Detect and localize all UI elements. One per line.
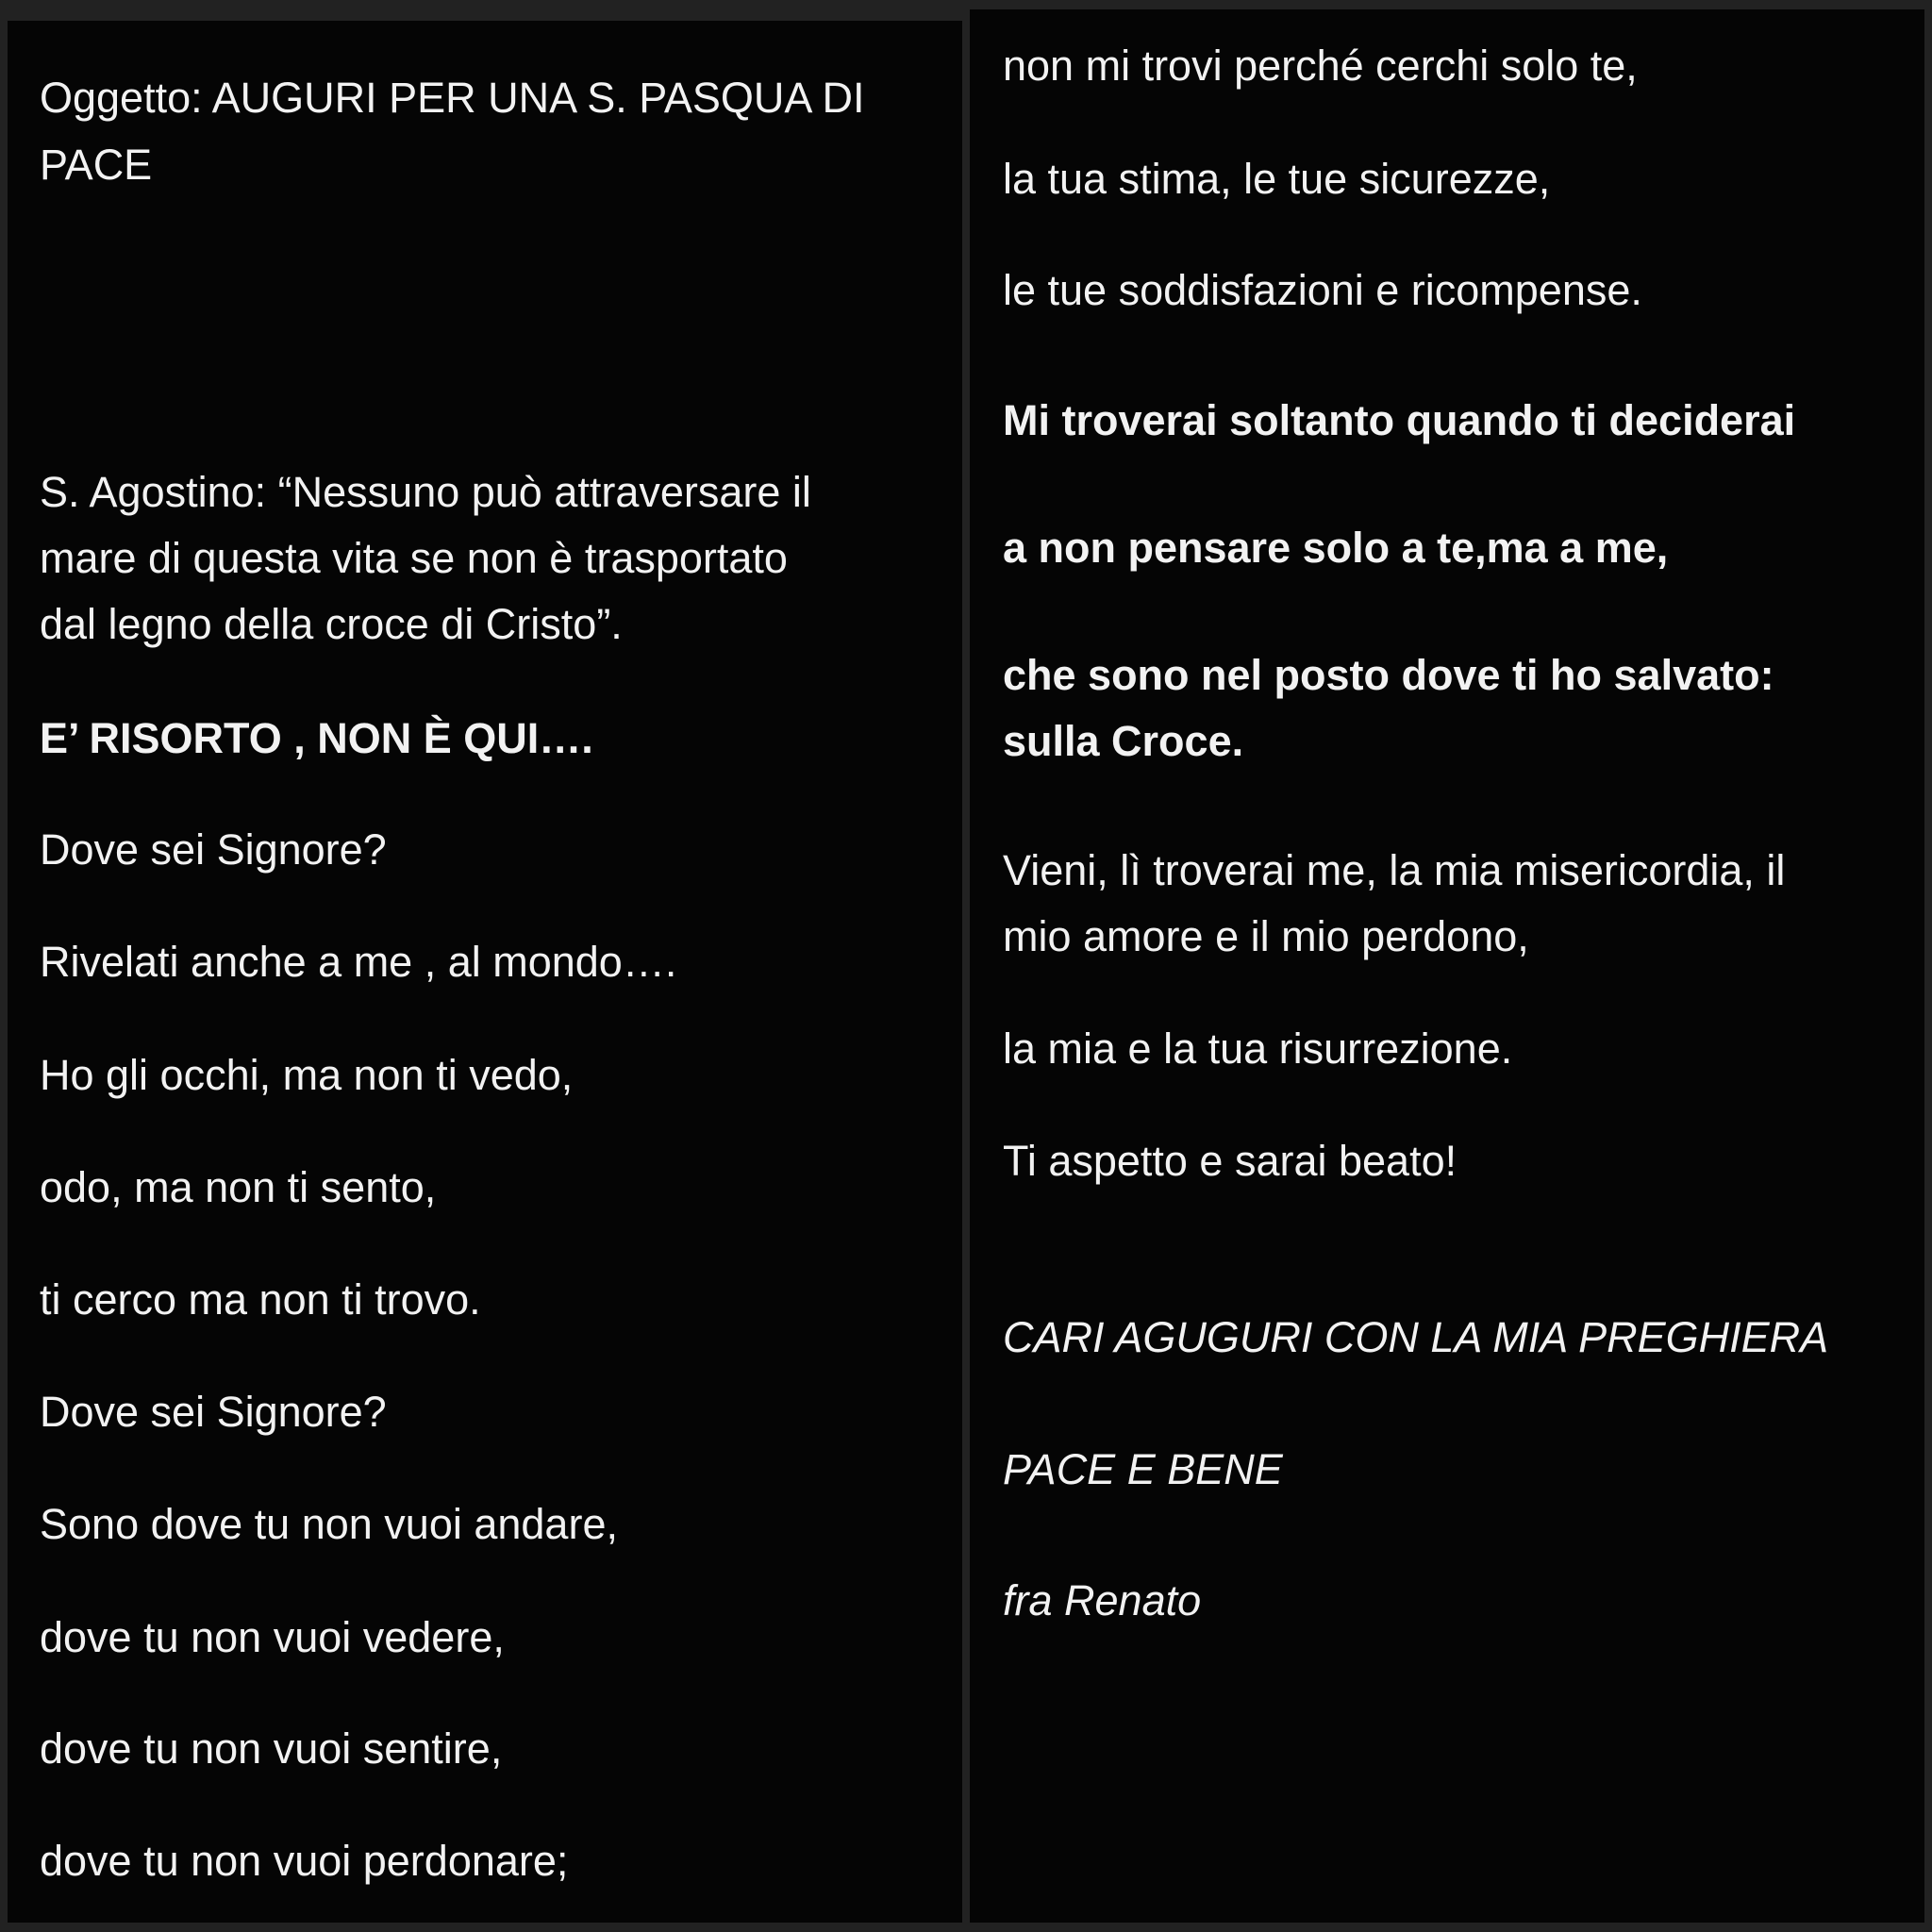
text-line: Ti aspetto e sarai beato! bbox=[1003, 1137, 1457, 1185]
quote-line: dal legno della croce di Cristo”. bbox=[40, 600, 623, 648]
text-line: la mia e la tua risurrezione. bbox=[1003, 1024, 1513, 1073]
quote-line: mare di questa vita se non è trasportato bbox=[40, 534, 788, 582]
text-line: Vieni, lì troverai me, la mia misericordia, il bbox=[1003, 846, 1786, 894]
heading: E’ RISORTO , NON È QUI…. bbox=[40, 714, 593, 762]
subject-line: Oggetto: AUGURI PER UNA S. PASQUA DI bbox=[40, 74, 865, 122]
bold-text-line: a non pensare solo a te,ma a me, bbox=[1003, 524, 1669, 572]
text-line: Dove sei Signore? bbox=[40, 1388, 387, 1436]
bold-text-line: Mi troverai soltanto quando ti deciderai bbox=[1003, 396, 1796, 444]
text-line: non mi trovi perché cerchi solo te, bbox=[1003, 42, 1638, 90]
bold-text-line: che sono nel posto dove ti ho salvato: bbox=[1003, 651, 1774, 699]
left-text-panel bbox=[8, 21, 962, 1923]
right-text-panel bbox=[970, 9, 1924, 1923]
closing-greeting: PACE E BENE bbox=[1003, 1445, 1283, 1493]
text-line: Sono dove tu non vuoi andare, bbox=[40, 1500, 618, 1548]
text-line: Dove sei Signore? bbox=[40, 825, 387, 874]
text-line: dove tu non vuoi sentire, bbox=[40, 1724, 503, 1773]
quote-line: S. Agostino: “Nessuno può attraversare il bbox=[40, 468, 811, 516]
signature: fra Renato bbox=[1003, 1576, 1202, 1624]
subject-line: PACE bbox=[40, 141, 153, 189]
text-line: Rivelati anche a me , al mondo…. bbox=[40, 938, 677, 986]
closing-greeting: CARI AGUGURI CON LA MIA PREGHIERA bbox=[1003, 1313, 1829, 1361]
text-line: ti cerco ma non ti trovo. bbox=[40, 1275, 481, 1324]
bold-text-line: sulla Croce. bbox=[1003, 717, 1244, 765]
text-line: Ho gli occhi, ma non ti vedo, bbox=[40, 1051, 574, 1099]
text-line: mio amore e il mio perdono, bbox=[1003, 912, 1529, 960]
text-line: dove tu non vuoi vedere, bbox=[40, 1613, 505, 1661]
text-line: dove tu non vuoi perdonare; bbox=[40, 1837, 569, 1885]
text-line: la tua stima, le tue sicurezze, bbox=[1003, 155, 1551, 203]
text-line: odo, ma non ti sento, bbox=[40, 1163, 437, 1211]
text-line: le tue soddisfazioni e ricompense. bbox=[1003, 266, 1642, 314]
